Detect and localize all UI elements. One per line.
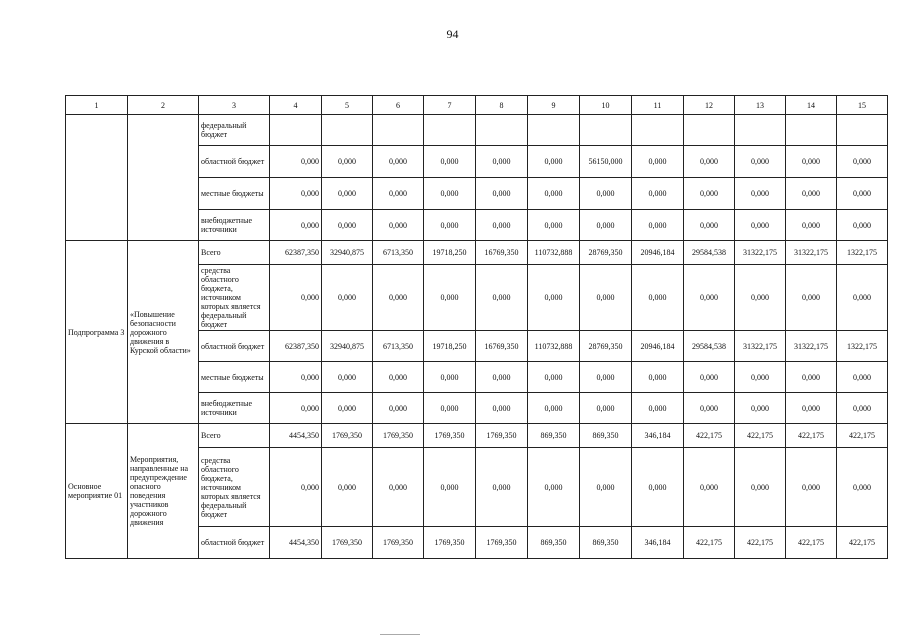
value-cell: 1322,175 xyxy=(837,241,888,265)
value-cell: 0,000 xyxy=(684,146,735,178)
value-cell: 0,000 xyxy=(735,146,786,178)
header-cell: 8 xyxy=(476,96,528,115)
scan-mark xyxy=(380,634,420,635)
value-cell: 0,000 xyxy=(270,178,322,210)
value-cell: 0,000 xyxy=(373,210,424,241)
value-cell: 0,000 xyxy=(476,265,528,331)
value-cell: 0,000 xyxy=(632,265,684,331)
value-cell: 110732,888 xyxy=(528,331,580,362)
page-number: 94 xyxy=(446,27,459,41)
value-cell: 0,000 xyxy=(322,146,373,178)
value-cell: 0,000 xyxy=(322,265,373,331)
value-cell: 0,000 xyxy=(837,265,888,331)
value-cell: 0,000 xyxy=(837,178,888,210)
value-cell: 0,000 xyxy=(322,362,373,393)
value-cell: 1769,350 xyxy=(424,424,476,448)
value-cell: 1769,350 xyxy=(322,424,373,448)
value-cell: 0,000 xyxy=(837,448,888,527)
funding-source-cell: внебюджетные источники xyxy=(199,210,270,241)
header-row xyxy=(66,96,888,115)
value-cell: 0,000 xyxy=(684,265,735,331)
header-cell: 6 xyxy=(373,96,424,115)
value-cell: 0,000 xyxy=(373,362,424,393)
funding-source-cell: Всего xyxy=(199,241,270,265)
value-cell: 0,000 xyxy=(684,362,735,393)
funding-source-cell: областной бюджет xyxy=(199,527,270,559)
value-cell: 422,175 xyxy=(837,527,888,559)
value-cell xyxy=(270,115,322,146)
value-cell: 29584,538 xyxy=(684,331,735,362)
value-cell: 0,000 xyxy=(580,362,632,393)
value-cell: 0,000 xyxy=(580,448,632,527)
value-cell: 0,000 xyxy=(580,210,632,241)
header-cell: 4 xyxy=(270,96,322,115)
value-cell: 0,000 xyxy=(580,393,632,424)
value-cell: 0,000 xyxy=(786,265,837,331)
value-cell: 0,000 xyxy=(837,210,888,241)
value-cell: 0,000 xyxy=(270,210,322,241)
value-cell: 6713,350 xyxy=(373,241,424,265)
value-cell: 0,000 xyxy=(373,178,424,210)
value-cell: 0,000 xyxy=(786,178,837,210)
funding-source-cell: Всего xyxy=(199,424,270,448)
value-cell: 422,175 xyxy=(786,424,837,448)
value-cell: 0,000 xyxy=(632,362,684,393)
value-cell: 0,000 xyxy=(424,362,476,393)
header-cell: 1 xyxy=(66,96,128,115)
funding-source-cell: средства областного бюджета, источником которых является федеральный бюджет xyxy=(199,265,270,331)
value-cell: 0,000 xyxy=(632,393,684,424)
value-cell: 0,000 xyxy=(270,362,322,393)
header-cell: 14 xyxy=(786,96,837,115)
value-cell: 422,175 xyxy=(684,527,735,559)
funding-source-cell: средства областного бюджета, источником которых является федеральный бюджет xyxy=(199,448,270,527)
value-cell: 422,175 xyxy=(837,424,888,448)
value-cell: 1322,175 xyxy=(837,331,888,362)
table-row xyxy=(66,115,888,146)
value-cell: 0,000 xyxy=(424,265,476,331)
funding-source-cell: федеральный бюджет xyxy=(199,115,270,146)
value-cell: 1769,350 xyxy=(322,527,373,559)
value-cell xyxy=(373,115,424,146)
value-cell: 0,000 xyxy=(270,393,322,424)
value-cell: 0,000 xyxy=(528,393,580,424)
header-cell: 9 xyxy=(528,96,580,115)
value-cell: 0,000 xyxy=(684,210,735,241)
funding-source-cell: местные бюджеты xyxy=(199,178,270,210)
value-cell: 20946,184 xyxy=(632,241,684,265)
header-cell: 3 xyxy=(199,96,270,115)
funding-source-cell: областной бюджет xyxy=(199,331,270,362)
value-cell: 422,175 xyxy=(735,527,786,559)
value-cell: 1769,350 xyxy=(424,527,476,559)
value-cell: 0,000 xyxy=(322,178,373,210)
value-cell: 0,000 xyxy=(735,178,786,210)
value-cell: 0,000 xyxy=(476,210,528,241)
value-cell xyxy=(837,115,888,146)
value-cell: 28769,350 xyxy=(580,331,632,362)
value-cell: 422,175 xyxy=(684,424,735,448)
value-cell: 31322,175 xyxy=(786,241,837,265)
value-cell: 62387,350 xyxy=(270,241,322,265)
program-description-cell xyxy=(128,115,199,241)
header-cell: 11 xyxy=(632,96,684,115)
value-cell: 31322,175 xyxy=(735,331,786,362)
program-name-cell: Основное мероприятие 01 xyxy=(66,424,128,559)
value-cell: 32940,875 xyxy=(322,241,373,265)
value-cell: 0,000 xyxy=(476,448,528,527)
value-cell: 0,000 xyxy=(476,362,528,393)
value-cell: 422,175 xyxy=(786,527,837,559)
value-cell: 0,000 xyxy=(735,265,786,331)
value-cell: 0,000 xyxy=(632,146,684,178)
header-cell: 13 xyxy=(735,96,786,115)
value-cell: 0,000 xyxy=(424,210,476,241)
value-cell: 0,000 xyxy=(373,448,424,527)
value-cell: 0,000 xyxy=(735,393,786,424)
value-cell: 16769,350 xyxy=(476,241,528,265)
value-cell: 1769,350 xyxy=(476,527,528,559)
value-cell: 0,000 xyxy=(735,210,786,241)
value-cell: 0,000 xyxy=(424,393,476,424)
value-cell: 0,000 xyxy=(424,178,476,210)
value-cell: 0,000 xyxy=(270,448,322,527)
value-cell xyxy=(786,115,837,146)
value-cell: 346,184 xyxy=(632,424,684,448)
value-cell: 20946,184 xyxy=(632,331,684,362)
header-cell: 15 xyxy=(837,96,888,115)
value-cell xyxy=(528,115,580,146)
header-cell: 10 xyxy=(580,96,632,115)
value-cell: 0,000 xyxy=(476,146,528,178)
value-cell: 869,350 xyxy=(580,527,632,559)
value-cell: 0,000 xyxy=(528,362,580,393)
value-cell: 1769,350 xyxy=(373,527,424,559)
value-cell xyxy=(735,115,786,146)
value-cell: 0,000 xyxy=(580,178,632,210)
value-cell: 0,000 xyxy=(837,146,888,178)
value-cell: 869,350 xyxy=(528,424,580,448)
value-cell: 0,000 xyxy=(424,448,476,527)
value-cell xyxy=(424,115,476,146)
value-cell: 0,000 xyxy=(528,178,580,210)
value-cell: 4454,350 xyxy=(270,527,322,559)
value-cell: 0,000 xyxy=(786,448,837,527)
value-cell: 0,000 xyxy=(528,210,580,241)
value-cell: 31322,175 xyxy=(786,331,837,362)
value-cell: 0,000 xyxy=(322,210,373,241)
value-cell: 0,000 xyxy=(373,393,424,424)
value-cell: 0,000 xyxy=(373,265,424,331)
value-cell: 32940,875 xyxy=(322,331,373,362)
program-description-cell: Мероприятия, направленные на предупреждение опасного поведения участников дорожного движения xyxy=(128,424,199,559)
value-cell: 0,000 xyxy=(632,178,684,210)
value-cell xyxy=(684,115,735,146)
value-cell: 0,000 xyxy=(632,210,684,241)
table-row xyxy=(66,424,888,448)
header-cell: 7 xyxy=(424,96,476,115)
value-cell: 0,000 xyxy=(735,362,786,393)
value-cell: 16769,350 xyxy=(476,331,528,362)
value-cell: 1769,350 xyxy=(476,424,528,448)
value-cell: 0,000 xyxy=(684,178,735,210)
value-cell: 0,000 xyxy=(786,146,837,178)
value-cell: 31322,175 xyxy=(735,241,786,265)
value-cell: 0,000 xyxy=(373,146,424,178)
value-cell: 56150,000 xyxy=(580,146,632,178)
budget-table xyxy=(65,95,888,559)
value-cell: 0,000 xyxy=(837,393,888,424)
value-cell xyxy=(476,115,528,146)
header-cell: 12 xyxy=(684,96,735,115)
funding-source-cell: внебюджетные источники xyxy=(199,393,270,424)
value-cell: 422,175 xyxy=(735,424,786,448)
funding-source-cell: областной бюджет xyxy=(199,146,270,178)
value-cell: 1769,350 xyxy=(373,424,424,448)
program-description-cell: «Повышение безопасности дорожного движения в Курской области» xyxy=(128,241,199,424)
value-cell xyxy=(632,115,684,146)
value-cell: 110732,888 xyxy=(528,241,580,265)
value-cell: 0,000 xyxy=(270,146,322,178)
value-cell: 0,000 xyxy=(632,448,684,527)
value-cell: 62387,350 xyxy=(270,331,322,362)
value-cell: 6713,350 xyxy=(373,331,424,362)
value-cell: 0,000 xyxy=(684,393,735,424)
value-cell: 0,000 xyxy=(684,448,735,527)
value-cell: 19718,250 xyxy=(424,331,476,362)
value-cell: 0,000 xyxy=(322,448,373,527)
value-cell: 346,184 xyxy=(632,527,684,559)
value-cell: 869,350 xyxy=(528,527,580,559)
value-cell: 0,000 xyxy=(424,146,476,178)
value-cell: 0,000 xyxy=(322,393,373,424)
program-name-cell xyxy=(66,115,128,241)
table-row xyxy=(66,241,888,265)
value-cell: 869,350 xyxy=(580,424,632,448)
value-cell: 0,000 xyxy=(786,210,837,241)
value-cell: 0,000 xyxy=(476,178,528,210)
value-cell: 0,000 xyxy=(786,393,837,424)
value-cell: 19718,250 xyxy=(424,241,476,265)
value-cell xyxy=(580,115,632,146)
value-cell: 0,000 xyxy=(580,265,632,331)
value-cell: 0,000 xyxy=(735,448,786,527)
header-cell: 5 xyxy=(322,96,373,115)
value-cell: 29584,538 xyxy=(684,241,735,265)
value-cell: 0,000 xyxy=(270,265,322,331)
program-name-cell: Подпрограмма 3 xyxy=(66,241,128,424)
value-cell: 28769,350 xyxy=(580,241,632,265)
value-cell: 0,000 xyxy=(528,448,580,527)
value-cell: 4454,350 xyxy=(270,424,322,448)
value-cell: 0,000 xyxy=(476,393,528,424)
header-cell: 2 xyxy=(128,96,199,115)
value-cell: 0,000 xyxy=(528,265,580,331)
value-cell xyxy=(322,115,373,146)
value-cell: 0,000 xyxy=(528,146,580,178)
funding-source-cell: местные бюджеты xyxy=(199,362,270,393)
value-cell: 0,000 xyxy=(786,362,837,393)
value-cell: 0,000 xyxy=(837,362,888,393)
